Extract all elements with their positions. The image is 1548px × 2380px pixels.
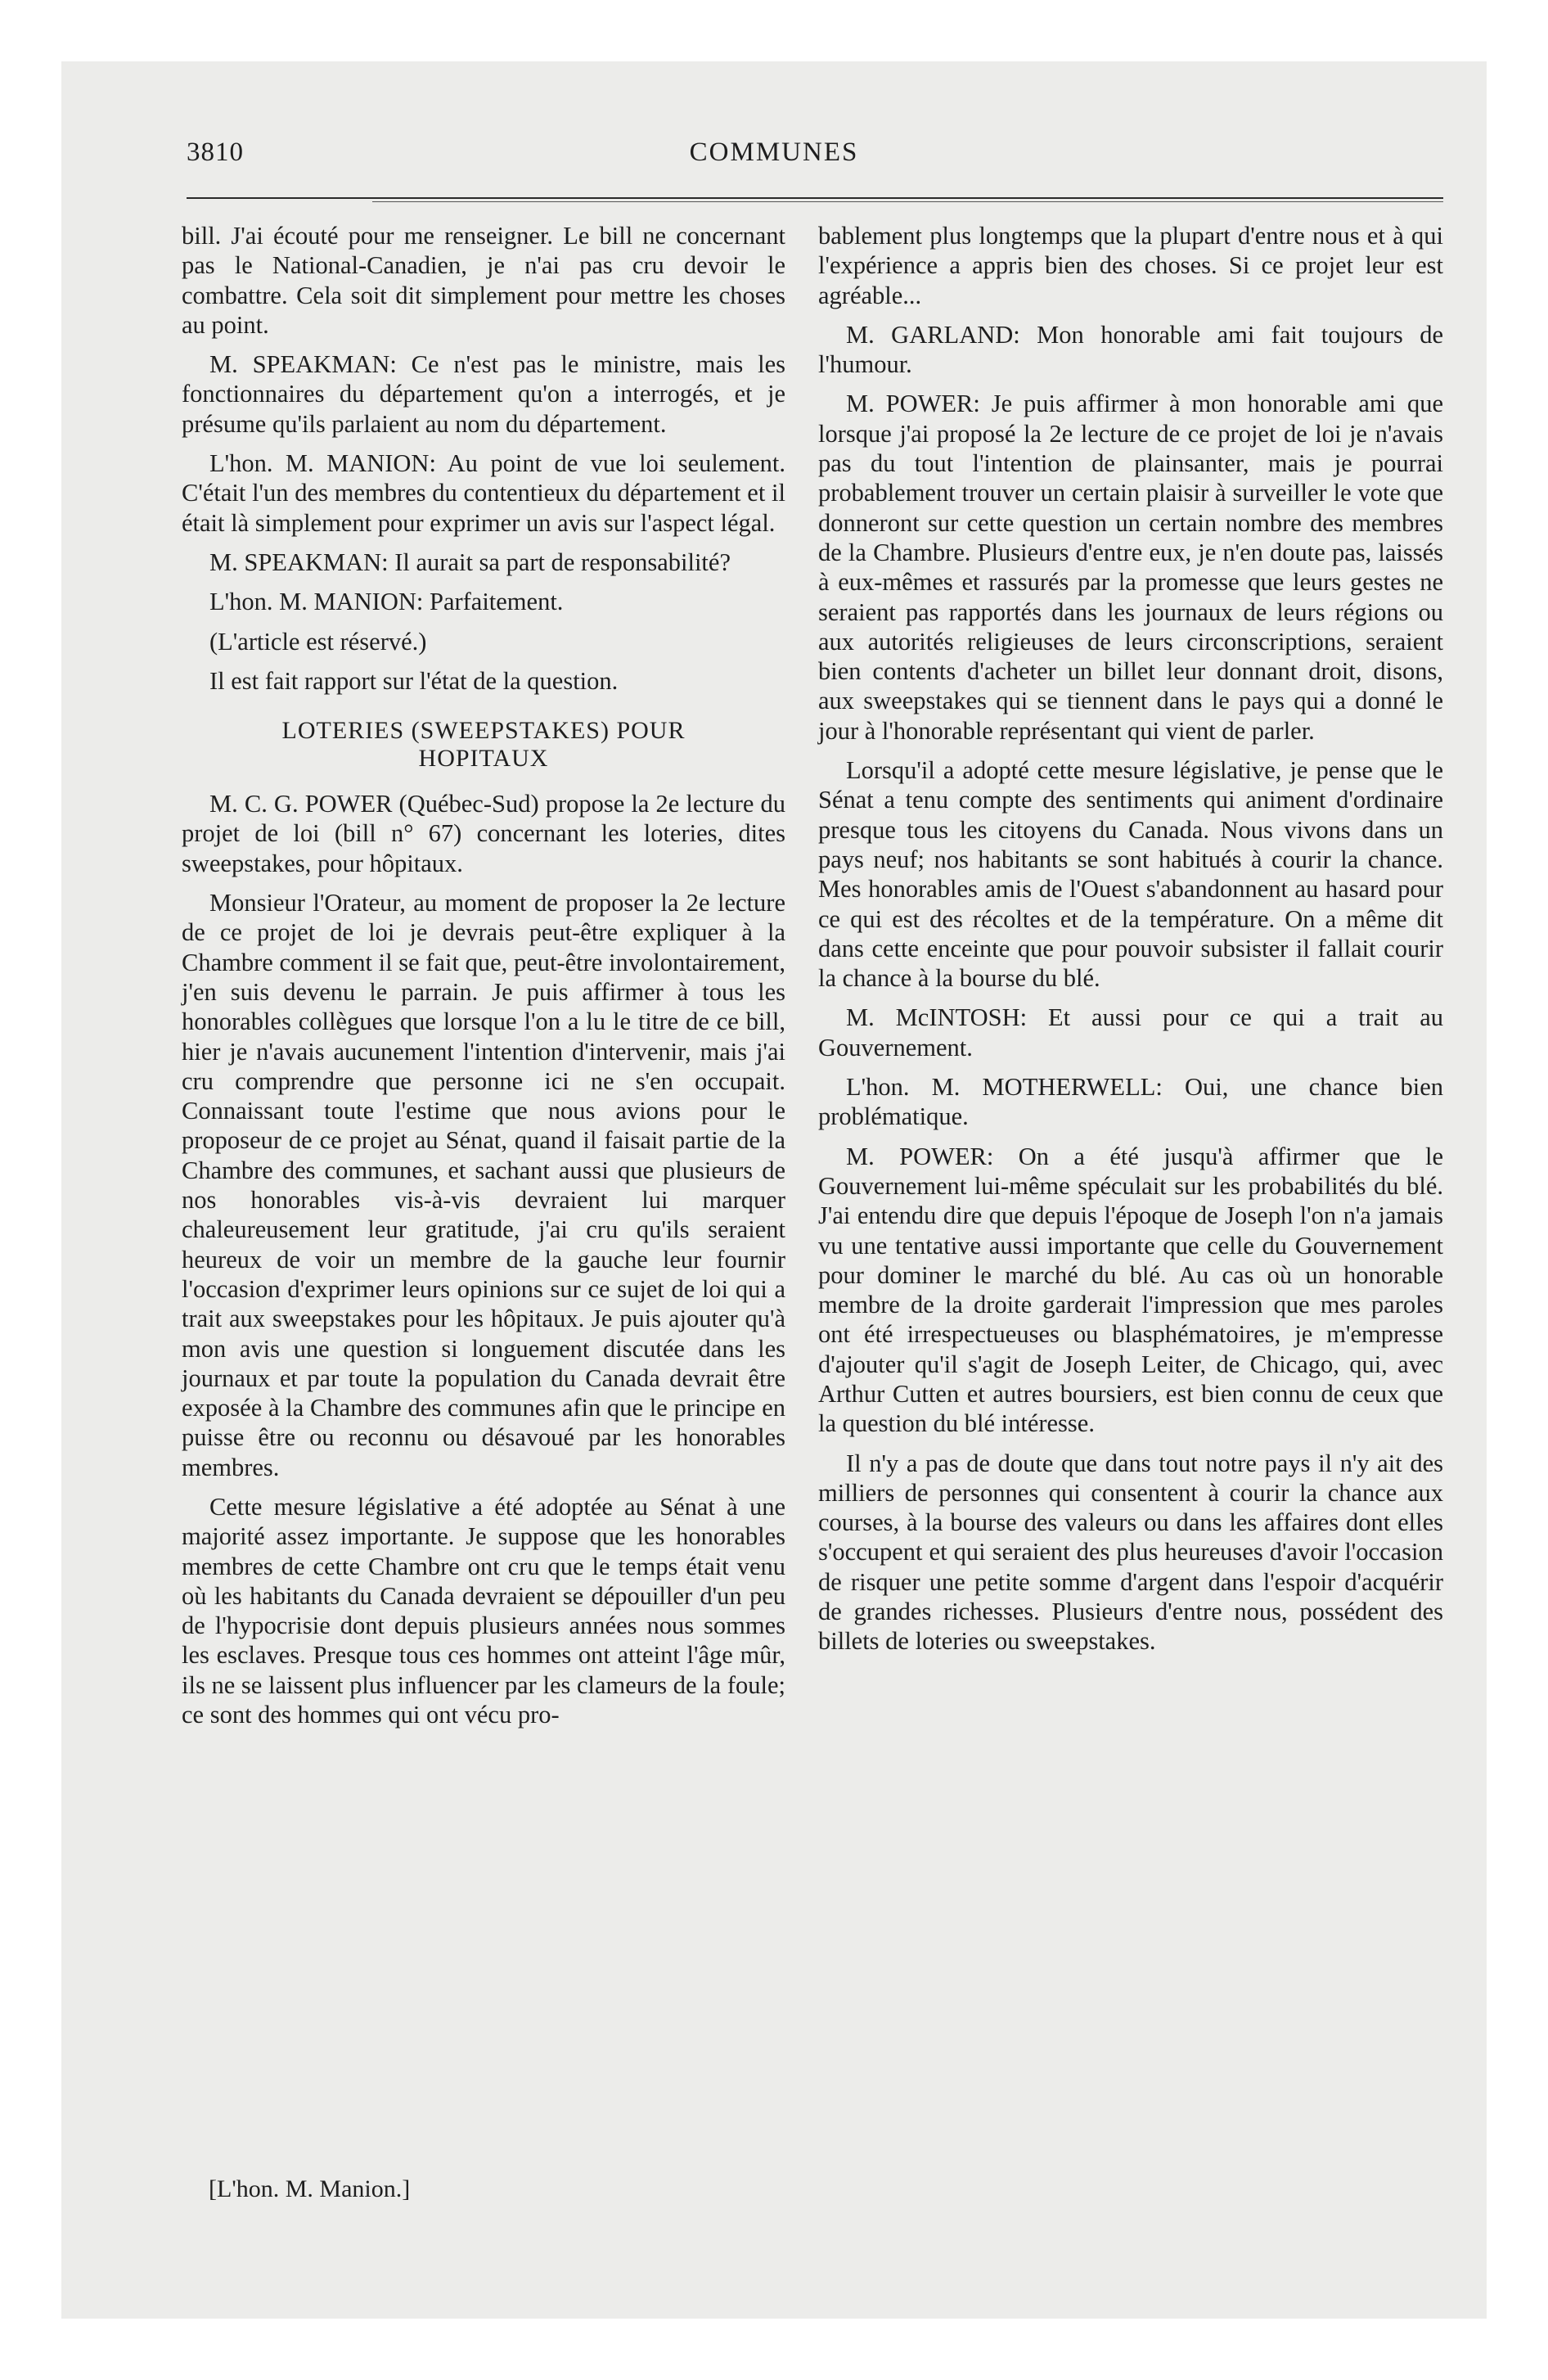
section-heading: LOTERIES (SWEEPSTAKES) POUR HOPITAUX xyxy=(281,717,686,773)
paragraph: L'hon. M. MANION: Parfaitement. xyxy=(209,588,564,616)
paragraph: Cette mesure législative a été adoptée au Sénat à une majorité assez importante. Je suppose que les honorables membres de cette Chambre ont cru que le temps était venu où les habitants du Canada devraient se dépouiller d'un peu de l'hypocrisie dont depuis plusieurs années nous sommes les esclaves. Presque tous ces hommes ont atteint l'âge mûr, ils ne se laissent plus influencer par les clameurs de la foule; ce sont des hommes qui ont vécu pro- xyxy=(182,1492,785,1729)
speaker-attribution: [L'hon. M. Manion.] xyxy=(209,2175,411,2202)
page-number: 3810 xyxy=(187,137,244,167)
paragraph: Lorsqu'il a adopté cette mesure législative, je pense que le Sénat a tenu compte des sentiments qui animent d'ordinaire presque tous les citoyens du Canada. Nous vivons dans un pays neuf; nos habitants se sont habitués à courir la chance. Mes honorables amis de l'Ouest s'abandonnent au hasard pour ce qui est des récoltes et de la température. On a même dit dans cette enceinte que pour pouvoir subsister il fallait courir la chance à la bourse du blé. xyxy=(818,756,1443,993)
right-column xyxy=(818,221,1443,1666)
paragraph: M. GARLAND: Mon honorable ami fait toujours de l'humour. xyxy=(818,320,1443,379)
paragraph: L'hon. M. MOTHERWELL: Oui, une chance bien problématique. xyxy=(818,1073,1443,1131)
left-column xyxy=(182,221,785,1739)
paragraph: M. McINTOSH: Et aussi pour ce qui a trait au Gouvernement. xyxy=(818,1003,1443,1062)
header-rule-secondary xyxy=(372,201,1443,202)
paragraph: M. C. G. POWER (Québec-Sud) propose la 2e lecture du projet de loi (bill n° 67) concernant les loteries, dites sweepstakes, pour hôpitaux. xyxy=(182,790,785,877)
paragraph: M. POWER: On a été jusqu'à affirmer que le Gouvernement lui-même spéculait sur les probabilités du blé. J'ai entendu dire que depuis l'époque de Joseph l'on n'a jamais vu une tentative aussi importante que celle du Gouvernement pour dominer le marché du blé. Au cas où un honorable membre de la droite garderait l'impression que mes paroles ont été irrespectueuses ou blasphématoires, je m'empresse d'ajouter qu'il s'agit de Joseph Leiter, de Chicago, qui, avec Arthur Cutten et autres boursiers, est bien connu de ceux que la question du blé intéresse. xyxy=(818,1142,1443,1438)
paragraph: Il n'y a pas de doute que dans tout notre pays il n'y ait des milliers de personnes qui consentent à courir la chance aux courses, à la bourse des valeurs ou dans les affaires dont elles s'occupent et qui seraient des plus heureuses d'avoir l'occasion de risquer une petite somme d'argent dans l'espoir d'acquérir de grandes richesses. Plusieurs d'entre nous, possédent des billets de loteries ou sweepstakes. xyxy=(818,1449,1443,1656)
paragraph: L'hon. M. MANION: Au point de vue loi seulement. C'était l'un des membres du contentieux du département et il était là simplement pour exprimer un avis sur l'aspect légal. xyxy=(182,449,785,537)
paragraph: (L'article est réservé.) xyxy=(209,627,427,656)
header-rule xyxy=(187,197,1443,199)
paragraph: bill. J'ai écouté pour me renseigner. Le bill ne concernant pas le National-Canadien, je n'ai pas cru devoir le combattre. Cela soit dit simplement pour mettre les choses au point. xyxy=(182,222,785,339)
paragraph: bablement plus longtemps que la plupart d'entre nous et à qui l'expérience a appris bien des choses. Si ce projet leur est agréable... xyxy=(818,222,1443,309)
running-title: COMMUNES xyxy=(689,137,859,167)
paragraph: Il est fait rapport sur l'état de la question. xyxy=(209,666,619,695)
paragraph: M. POWER: Je puis affirmer à mon honorable ami que lorsque j'ai proposé la 2e lecture de ce projet de loi je n'avais pas du tout l'intention de plainsanter, mais je pourrai probablement trouver un certain plaisir à surveiller le vote que donneront sur cette question un certain nombre des membres de la Chambre. Plusieurs d'entre eux, je n'en doute pas, laissés à eux-mêmes et rassurés par la promesse que leurs gestes ne seraient pas rapportés dans les journaux de leurs régions ou aux autorités religieuses de leurs circonscriptions, seraient bien contents d'acheter un billet leur donnant droit, disons, aux sweepstakes qui se tiennent dans le pays qui a donné le jour à l'honorable représentant qui vient de parler. xyxy=(818,390,1443,745)
paragraph: M. SPEAKMAN: Ce n'est pas le ministre, mais les fonctionnaires du département qu'on a interrogés, et je présume qu'ils parlaient au nom du département. xyxy=(182,350,785,438)
paragraph: Monsieur l'Orateur, au moment de proposer la 2e lecture de ce projet de loi je devrais peut-être expliquer à la Chambre comment il se fait que, peut-être involontairement, j'en suis devenu le parrain. Je puis affirmer à tous les honorables collègues que lorsque l'on a lu le titre de ce bill, hier je n'avais aucunement l'intention d'intervenir, mais j'ai cru comprendre que personne ici ne s'en occupait. Connaissant toute l'estime que nous avions pour le proposeur de ce projet au Sénat, quand il faisait partie de la Chambre des communes, et sachant aussi que plusieurs de nos honorables vis-à-vis devraient lui marquer chaleureusement leur gratitude, j'ai cru qu'ils seraient heureux de voir un membre de la gauche leur fournir l'occasion d'exprimer leurs opinions sur ce sujet de loi qui a trait aux sweepstakes pour les hôpitaux. Je puis ajouter qu'à mon avis une question si longuement discutée dans les journaux et par toute la population du Canada devrait être exposée à la Chambre des communes afin que le principe en puisse être ou reconnu ou désavoué par les honorables membres. xyxy=(182,889,785,1481)
paragraph: M. SPEAKMAN: Il aurait sa part de responsabilité? xyxy=(209,548,731,576)
